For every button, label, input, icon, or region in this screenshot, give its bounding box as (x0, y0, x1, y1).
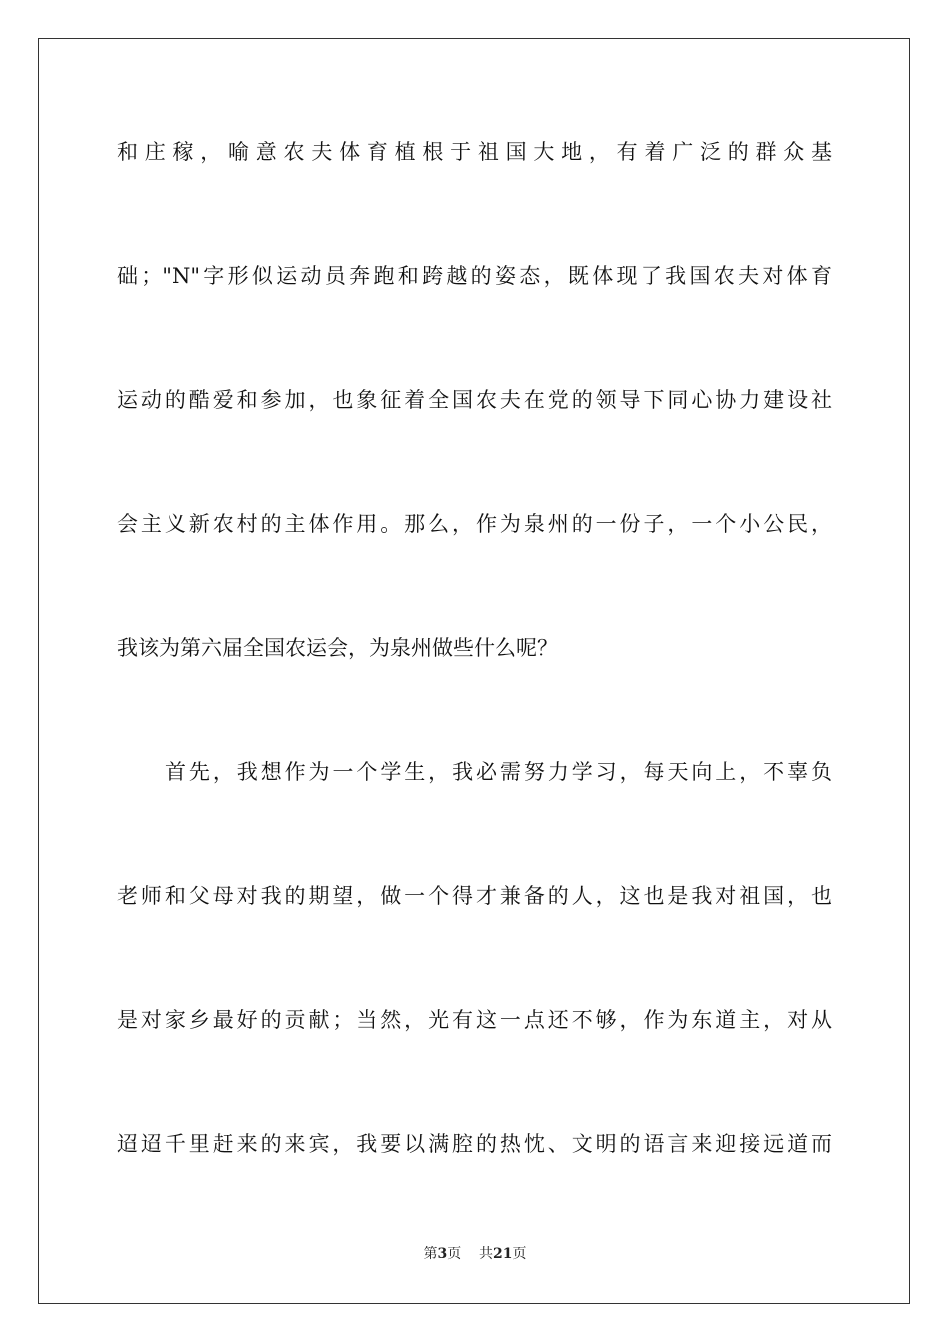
text-line: 运动的酷爱和参加，也象征着全国农夫在党的领导下同心协力建设社 (117, 388, 832, 412)
text-line: 础；"N"字形似运动员奔跑和跨越的姿态，既体现了我国农夫对体育 (117, 264, 832, 288)
text-line: 我该为第六届全国农运会，为泉州做些什么呢？ (117, 636, 558, 660)
page-border (38, 38, 910, 1304)
page-prefix: 第 (423, 1246, 438, 1262)
total-prefix: 共 (479, 1246, 494, 1262)
total-suffix: 页 (512, 1246, 527, 1262)
text-line: 会主义新农村的主体作用。那么，作为泉州的一份子，一个小公民， (117, 512, 832, 536)
text-line: 迢迢千里赶来的来宾，我要以满腔的热忱、文明的语言来迎接远道而 (117, 1132, 832, 1156)
page-suffix: 页 (447, 1246, 462, 1262)
page-number: 3 (437, 1246, 448, 1262)
text-line: 老师和父母对我的期望，做一个得才兼备的人，这也是我对祖国，也 (117, 884, 832, 908)
text-line: 和庄稼，喻意农夫体育植根于祖国大地，有着广泛的群众基 (117, 140, 832, 164)
paragraph-first-line: 首先，我想作为一个学生，我必需努力学习，每天向上，不辜负 (165, 760, 832, 784)
total-pages: 21 (493, 1246, 513, 1262)
text-line: 是对家乡最好的贡献；当然，光有这一点还不够，作为东道主，对从 (117, 1008, 832, 1032)
page-footer (0, 1245, 950, 1263)
